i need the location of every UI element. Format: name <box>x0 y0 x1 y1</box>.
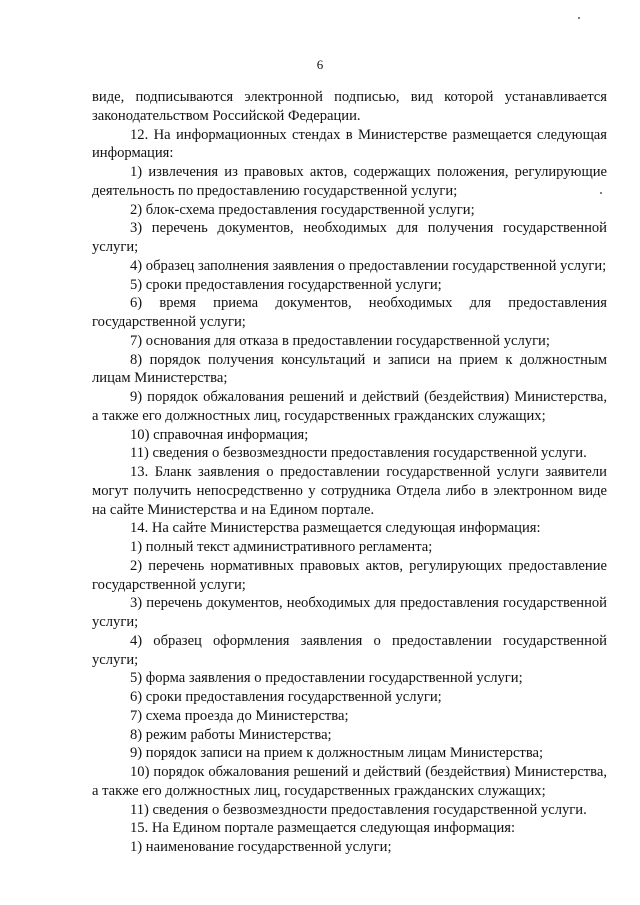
paragraph: 3) перечень документов, необходимых для предоставления государственной услуги; <box>92 595 607 630</box>
paragraph: 12. На информационных стендах в Министерстве размещается следующая информация: <box>92 126 607 162</box>
document-body <box>92 88 607 857</box>
paragraph: 6) сроки предоставления государственной услуги; <box>130 689 442 705</box>
paragraph: 9) порядок обжалования решений и действий (бездействия) Министерства, а также его должностных лиц, государственных гражданских служащих; <box>92 389 607 424</box>
paragraph: 4) образец заполнения заявления о предоставлении государственной услуги; <box>130 257 607 274</box>
paragraph: 9) порядок записи на прием к должностным лицам Министерства; <box>130 745 544 762</box>
page-number: 6 <box>316 57 324 72</box>
paragraph: 13. Бланк заявления о предоставлении государственной услуги заявители могут получить непосредственно у сотрудника Отдела либо в электронном виде на сайте Министерства и на Едином портале. <box>92 464 607 518</box>
paragraph: 7) схема проезда до Министерства; <box>130 707 349 724</box>
paragraph: 8) режим работы Министерства; <box>130 726 332 743</box>
paragraph: 3) перечень документов, необходимых для получения государственной услуги; <box>92 220 607 255</box>
paragraph: 11) сведения о безвозмездности предоставления государственной услуги. <box>130 801 587 818</box>
paragraph: 14. На сайте Министерства размещается следующая информация: <box>130 520 541 537</box>
paragraph: 4) образец оформления заявления о предоставлении государственной услуги; <box>92 632 607 668</box>
scan-speck <box>578 17 580 19</box>
paragraph: 15. На Едином портале размещается следующая информация: <box>130 820 516 837</box>
paragraph: 5) сроки предоставления государственной услуги; <box>130 276 442 293</box>
paragraph: 6) время приема документов, необходимых для предоставления государственной услуги; <box>92 295 607 330</box>
paragraph: 1) наименование государственной услуги; <box>130 839 392 855</box>
paragraph: 10) справочная информация; <box>130 426 309 443</box>
paragraph: 10) порядок обжалования решений и действий (бездействия) Министерства, а также его должностных лиц, государственных гражданских служащих; <box>92 764 607 799</box>
paragraph: 1) полный текст административного регламента; <box>130 539 433 555</box>
paragraph: виде, подписываются электронной подписью, вид которой устанавливается законодательством Российской Федерации. <box>92 89 607 124</box>
paragraph: 7) основания для отказа в предоставлении государственной услуги; <box>130 332 550 349</box>
paragraph: 1) извлечения из правовых актов, содержащих положения, регулирующие деятельность по предоставлению государственной услуги; <box>92 164 607 199</box>
paragraph: 8) порядок получения консультаций и записи на прием к должностным лицам Министерства; <box>92 351 607 387</box>
paragraph: 2) перечень нормативных правовых актов, регулирующих предоставление государственной услуги; <box>92 557 607 593</box>
paragraph: 2) блок-схема предоставления государственной услуги; <box>130 201 475 218</box>
paragraph: 5) форма заявления о предоставлении государственной услуги; <box>130 670 523 687</box>
paragraph: 11) сведения о безвозмездности предоставления государственной услуги. <box>130 445 587 462</box>
